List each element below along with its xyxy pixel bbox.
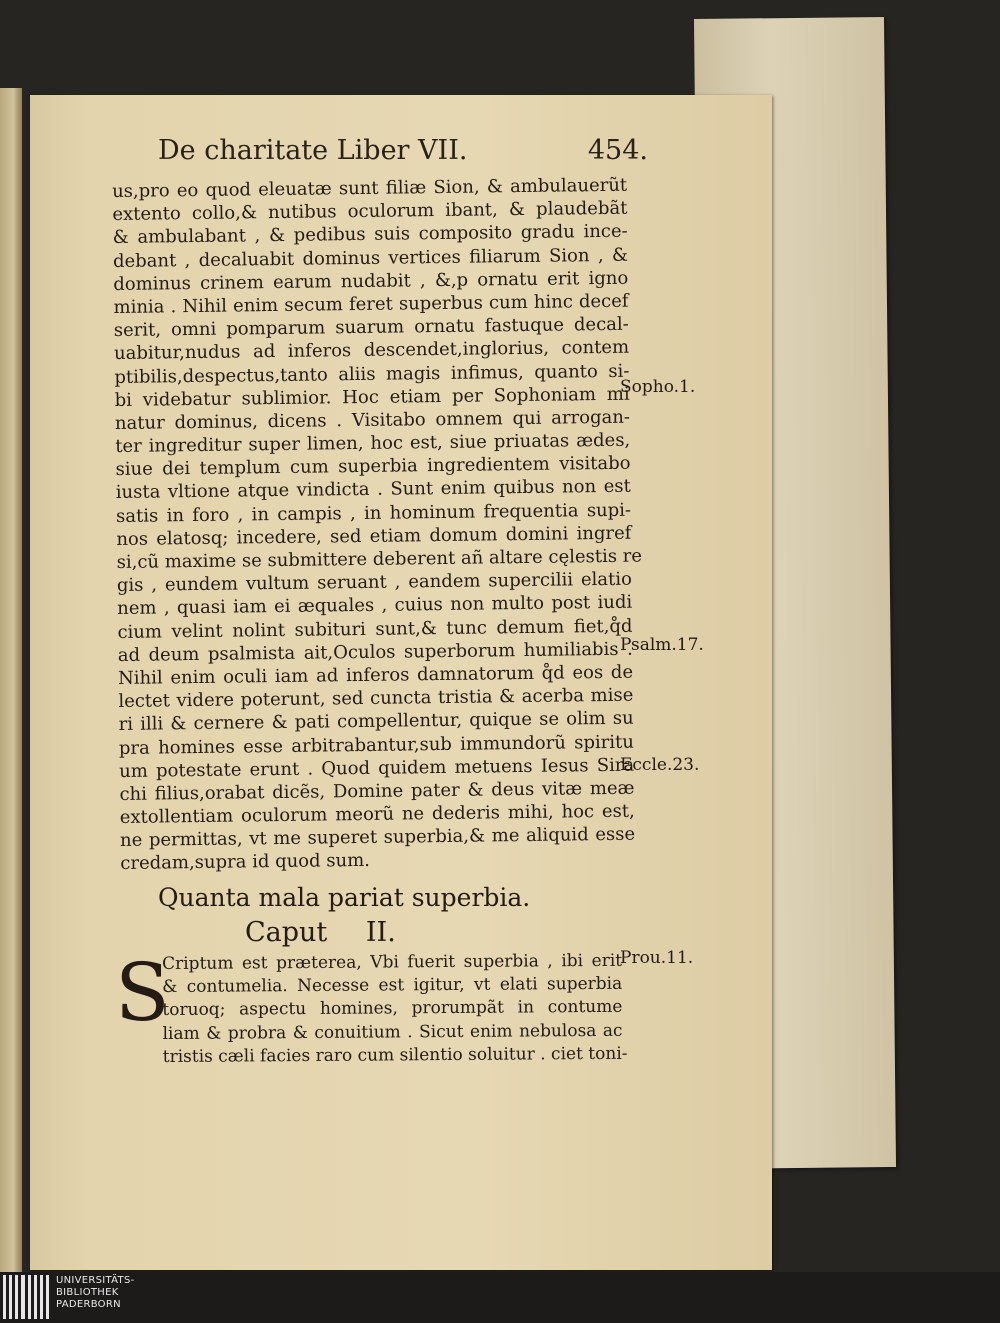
text-line: ter ingreditur super limen, hoc est, siue priuatas ædes, [115,429,631,458]
text-line: si,cũ maxime se submittere deberent añ altare cęlestis re [116,545,643,573]
library-logo-text [56,1275,135,1311]
text-line: nem , quasi iam ei æquales , cuius non multo post iudi [117,592,633,620]
text-line: liam & probra & conuitium . Sicut enim nebulosa ac [162,1020,623,1044]
margin-note-eccle: Eccle.23. [620,755,700,775]
text-line: pra homines esse arbitrabantur,sub immundorũ spiritu [118,731,635,759]
text-line: debant , decaluabit dominus vertices filiarum Sion , & [112,244,629,272]
text-line: satis in foro , in campis , in hominum frequentia supi- [115,499,632,527]
chapter-caput [245,917,396,948]
text-line: um potestate erunt . Quod quidem metuens Iesus Sira [119,754,635,782]
left-page-edge [0,88,22,1272]
text-line: serit, omni pomparum suarum ornatu fastuque decal- [113,313,629,342]
text-line: nos elatosq; incedere, sed etiam domum domini ingref [116,522,632,550]
chapter-heading: Quanta mala pariat superbia. [158,883,531,912]
text-line: lectet videre poterunt, sed cuncta tristia & acerba mise [118,684,634,713]
margin-note-sopho: Sopho.1. [620,377,696,397]
text-line: gis , eundem vultum seruant , eandem supercilii elatio [116,568,633,597]
text-line: Nihil enim oculi iam ad inferos damnatorum q̊d eos de [117,661,634,689]
text-line: tristis cæli facies raro cum silentio soluitur . ciet toni- [162,1043,628,1067]
text-line: natur dominus, dicens . Visitabo omnem qui arrogan- [114,406,631,434]
text-line: Criptum est præterea, Vbi fuerit superbia , ibi erit [162,950,623,974]
text-line: minia . Nihil enim secum feret superbus cum hinc decef [113,290,629,318]
book-page [30,95,772,1270]
text-line: ri illi & cernere & pati compellentur, quique se olim su [118,707,634,736]
text-line: cium velint nolint subituri sunt,& tunc demum fiet,q̊d [117,615,633,643]
library-footer [0,1272,1000,1323]
library-logo-line3: PADERBORN [56,1299,121,1310]
running-head-title: De charitate Liber VII. [158,135,468,166]
margin-note-psalm: Psalm.17. [620,635,704,655]
caput-number: II. [365,917,396,948]
text-line: & ambulabant , & pedibus suis composito gradu ince- [112,221,628,249]
text-line: chi filius,orabat dicẽs, Domine pater & deus vitæ meæ [119,777,635,805]
library-logo-icon [3,1275,49,1319]
text-line: ne permittas, vt me superet superbia,& me aliquid esse [119,823,636,852]
text-line: extento collo,& nutibus oculorum ibant, & plaudebãt [112,197,628,226]
drop-cap: S [115,946,170,1039]
caput-label: Caput [245,917,328,948]
chapter-text [162,950,628,1069]
text-line: bi videbatur sublimior. Hoc etiam per Sophoniam mi [114,383,630,411]
library-logo-line1: UNIVERSITÄTS- [56,1275,135,1286]
library-logo-line2: BIBLIOTHEK [56,1287,119,1298]
body-text [112,174,643,876]
text-line: us,pro eo quod eleuatæ sunt filiæ Sion, & ambulauerũt [112,174,628,202]
text-line: extollentiam oculorum meorũ ne dederis mihi, hoc est, [119,800,635,829]
text-line: toruoq; aspectu homines, prorumpãt in contume [162,997,623,1021]
text-line: credam,supra id quod sum. [120,850,371,875]
text-line: iusta vltione atque vindicta . Sunt enim quibus non est [115,476,631,504]
text-line: siue dei templum cum superbia ingredientem visitabo [115,452,631,481]
text-line: ptibilis,despectus,tanto aliis magis infimus, quanto si- [114,360,630,388]
text-line: ad deum psalmista ait,Oculos superborum humiliabis . [117,638,633,666]
text-line: dominus crinem earum nudabit , &,p ornatu erit igno [113,267,629,295]
text-line: & contumelia. Necesse est igitur, vt elati superbia [162,973,623,998]
text-line: uabitur,nudus ad inferos descendet,inglorius, contem [113,337,630,365]
running-head [158,135,648,166]
margin-note-prou: Prou.11. [620,948,694,968]
page-number: 454. [587,135,648,166]
